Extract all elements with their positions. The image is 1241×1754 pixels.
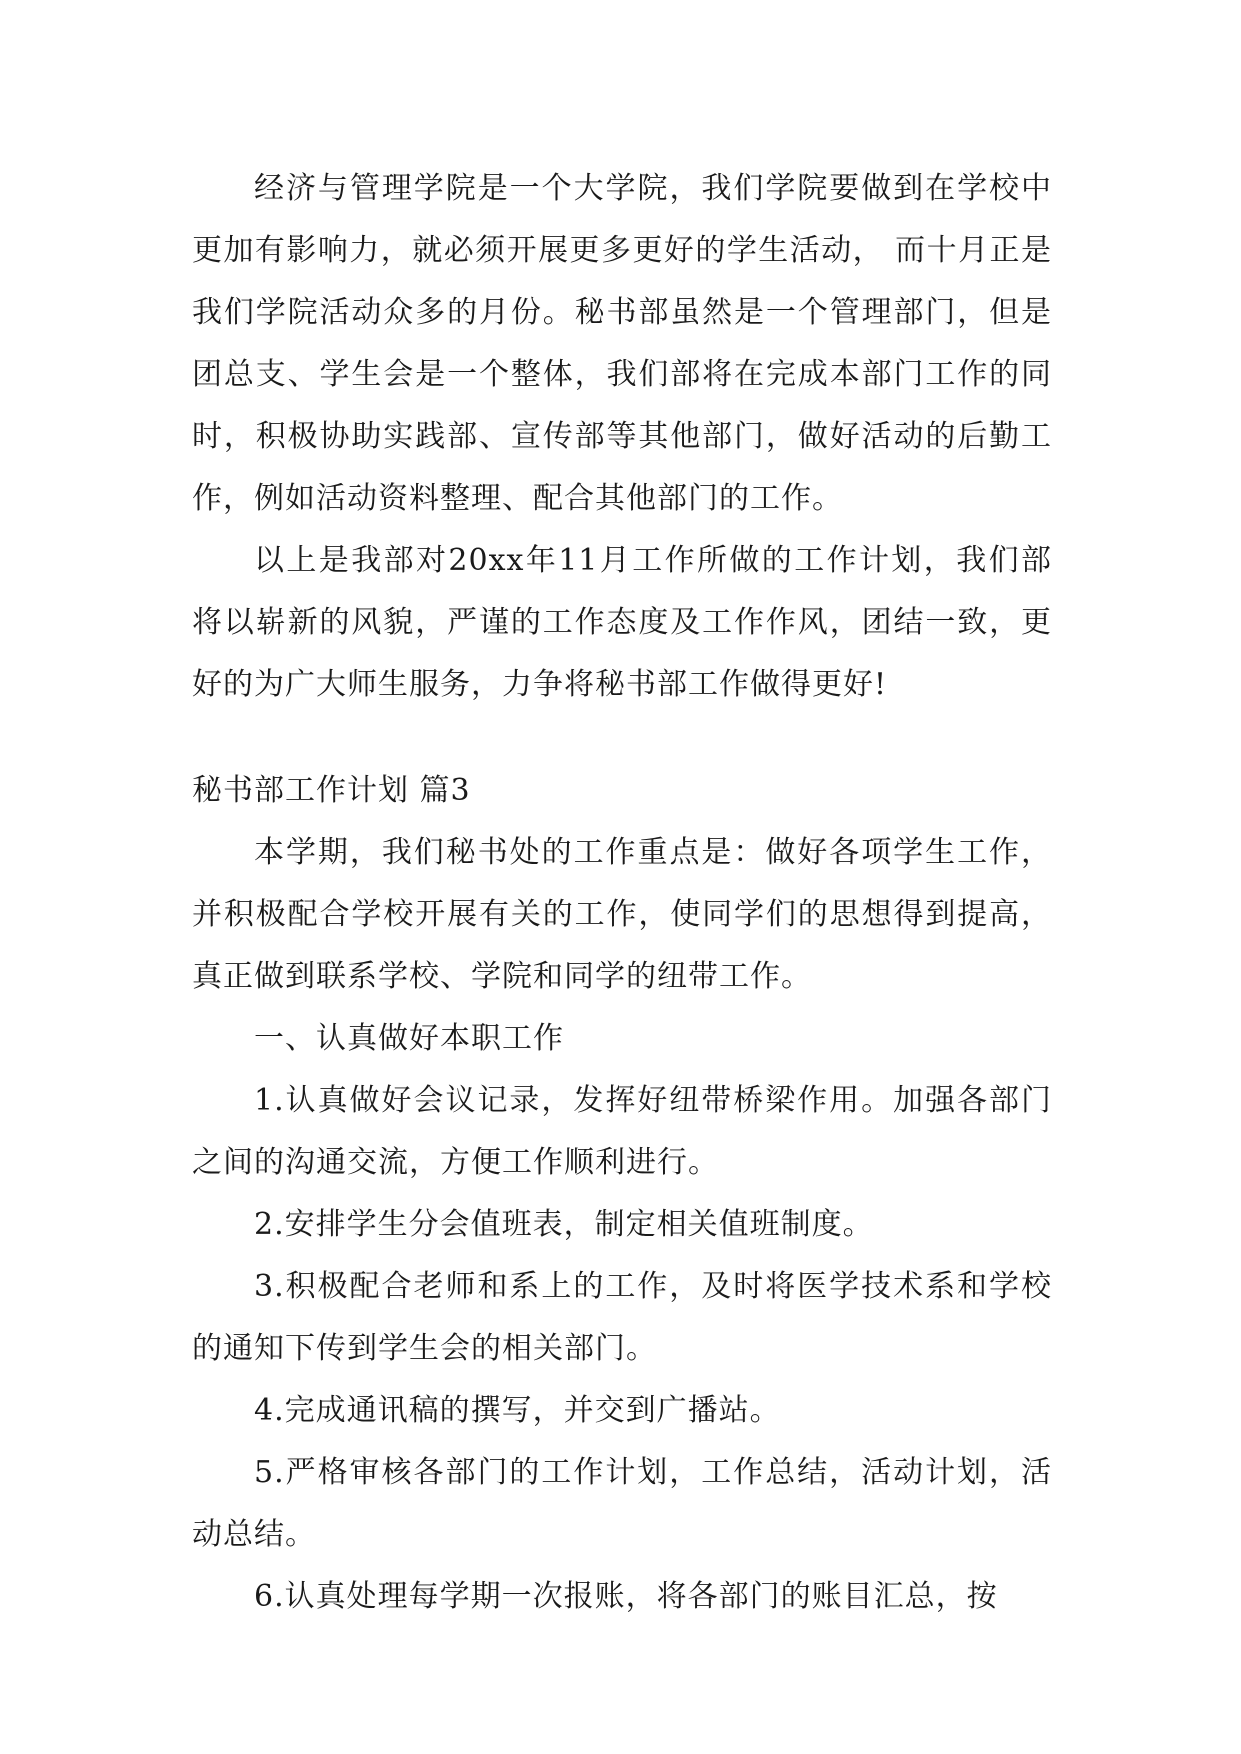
list-heading: 一、认真做好本职工作 <box>254 1021 564 1056</box>
list-item: 3.积极配合老师和系上的工作，及时将医学技术系和学校的通知下传到学生会的相关部门。 <box>192 1269 1052 1366</box>
list-item: 1.认真做好会议记录，发挥好纽带桥梁作用。加强各部门之间的沟通交流，方便工作顺利进行。 <box>192 1083 1052 1180</box>
paragraph: 本学期，我们秘书处的工作重点是：做好各项学生工作，并积极配合学校开展有关的工作，使同学们的思想得到提高，真正做到联系学校、学院和同学的纽带工作。 <box>192 835 1052 994</box>
paragraph: 以上是我部对20xx年11月工作所做的工作计划，我们部将以崭新的风貌，严谨的工作态度及工作作风，团结一致，更好的为广大师生服务，力争将秘书部工作做得更好! <box>192 543 1052 702</box>
list-item: 6.认真处理每学期一次报账，将各部门的账目汇总，按 <box>254 1579 998 1614</box>
paragraph: 经济与管理学院是一个大学院，我们学院要做到在学校中更加有影响力，就必须开展更多更好的学生活动， 而十月正是我们学院活动众多的月份。秘书部虽然是一个管理部门，但是团总支、学生会是一个整体，我们部将在完成本部门工作的同时，积极协助实践部、宣传部等其他部门，做好活动的后勤工作，例如活动资料整理、配合其他部门的工作。 <box>192 171 1052 516</box>
section-title: 秘书部工作计划 篇3 <box>192 773 471 808</box>
list-item: 2.安排学生分会值班表，制定相关值班制度。 <box>254 1207 874 1242</box>
document-body <box>192 158 1052 1628</box>
list-item: 5.严格审核各部门的工作计划，工作总结，活动计划，活动总结。 <box>192 1455 1052 1552</box>
list-item: 4.完成通讯稿的撰写，并交到广播站。 <box>254 1393 781 1428</box>
